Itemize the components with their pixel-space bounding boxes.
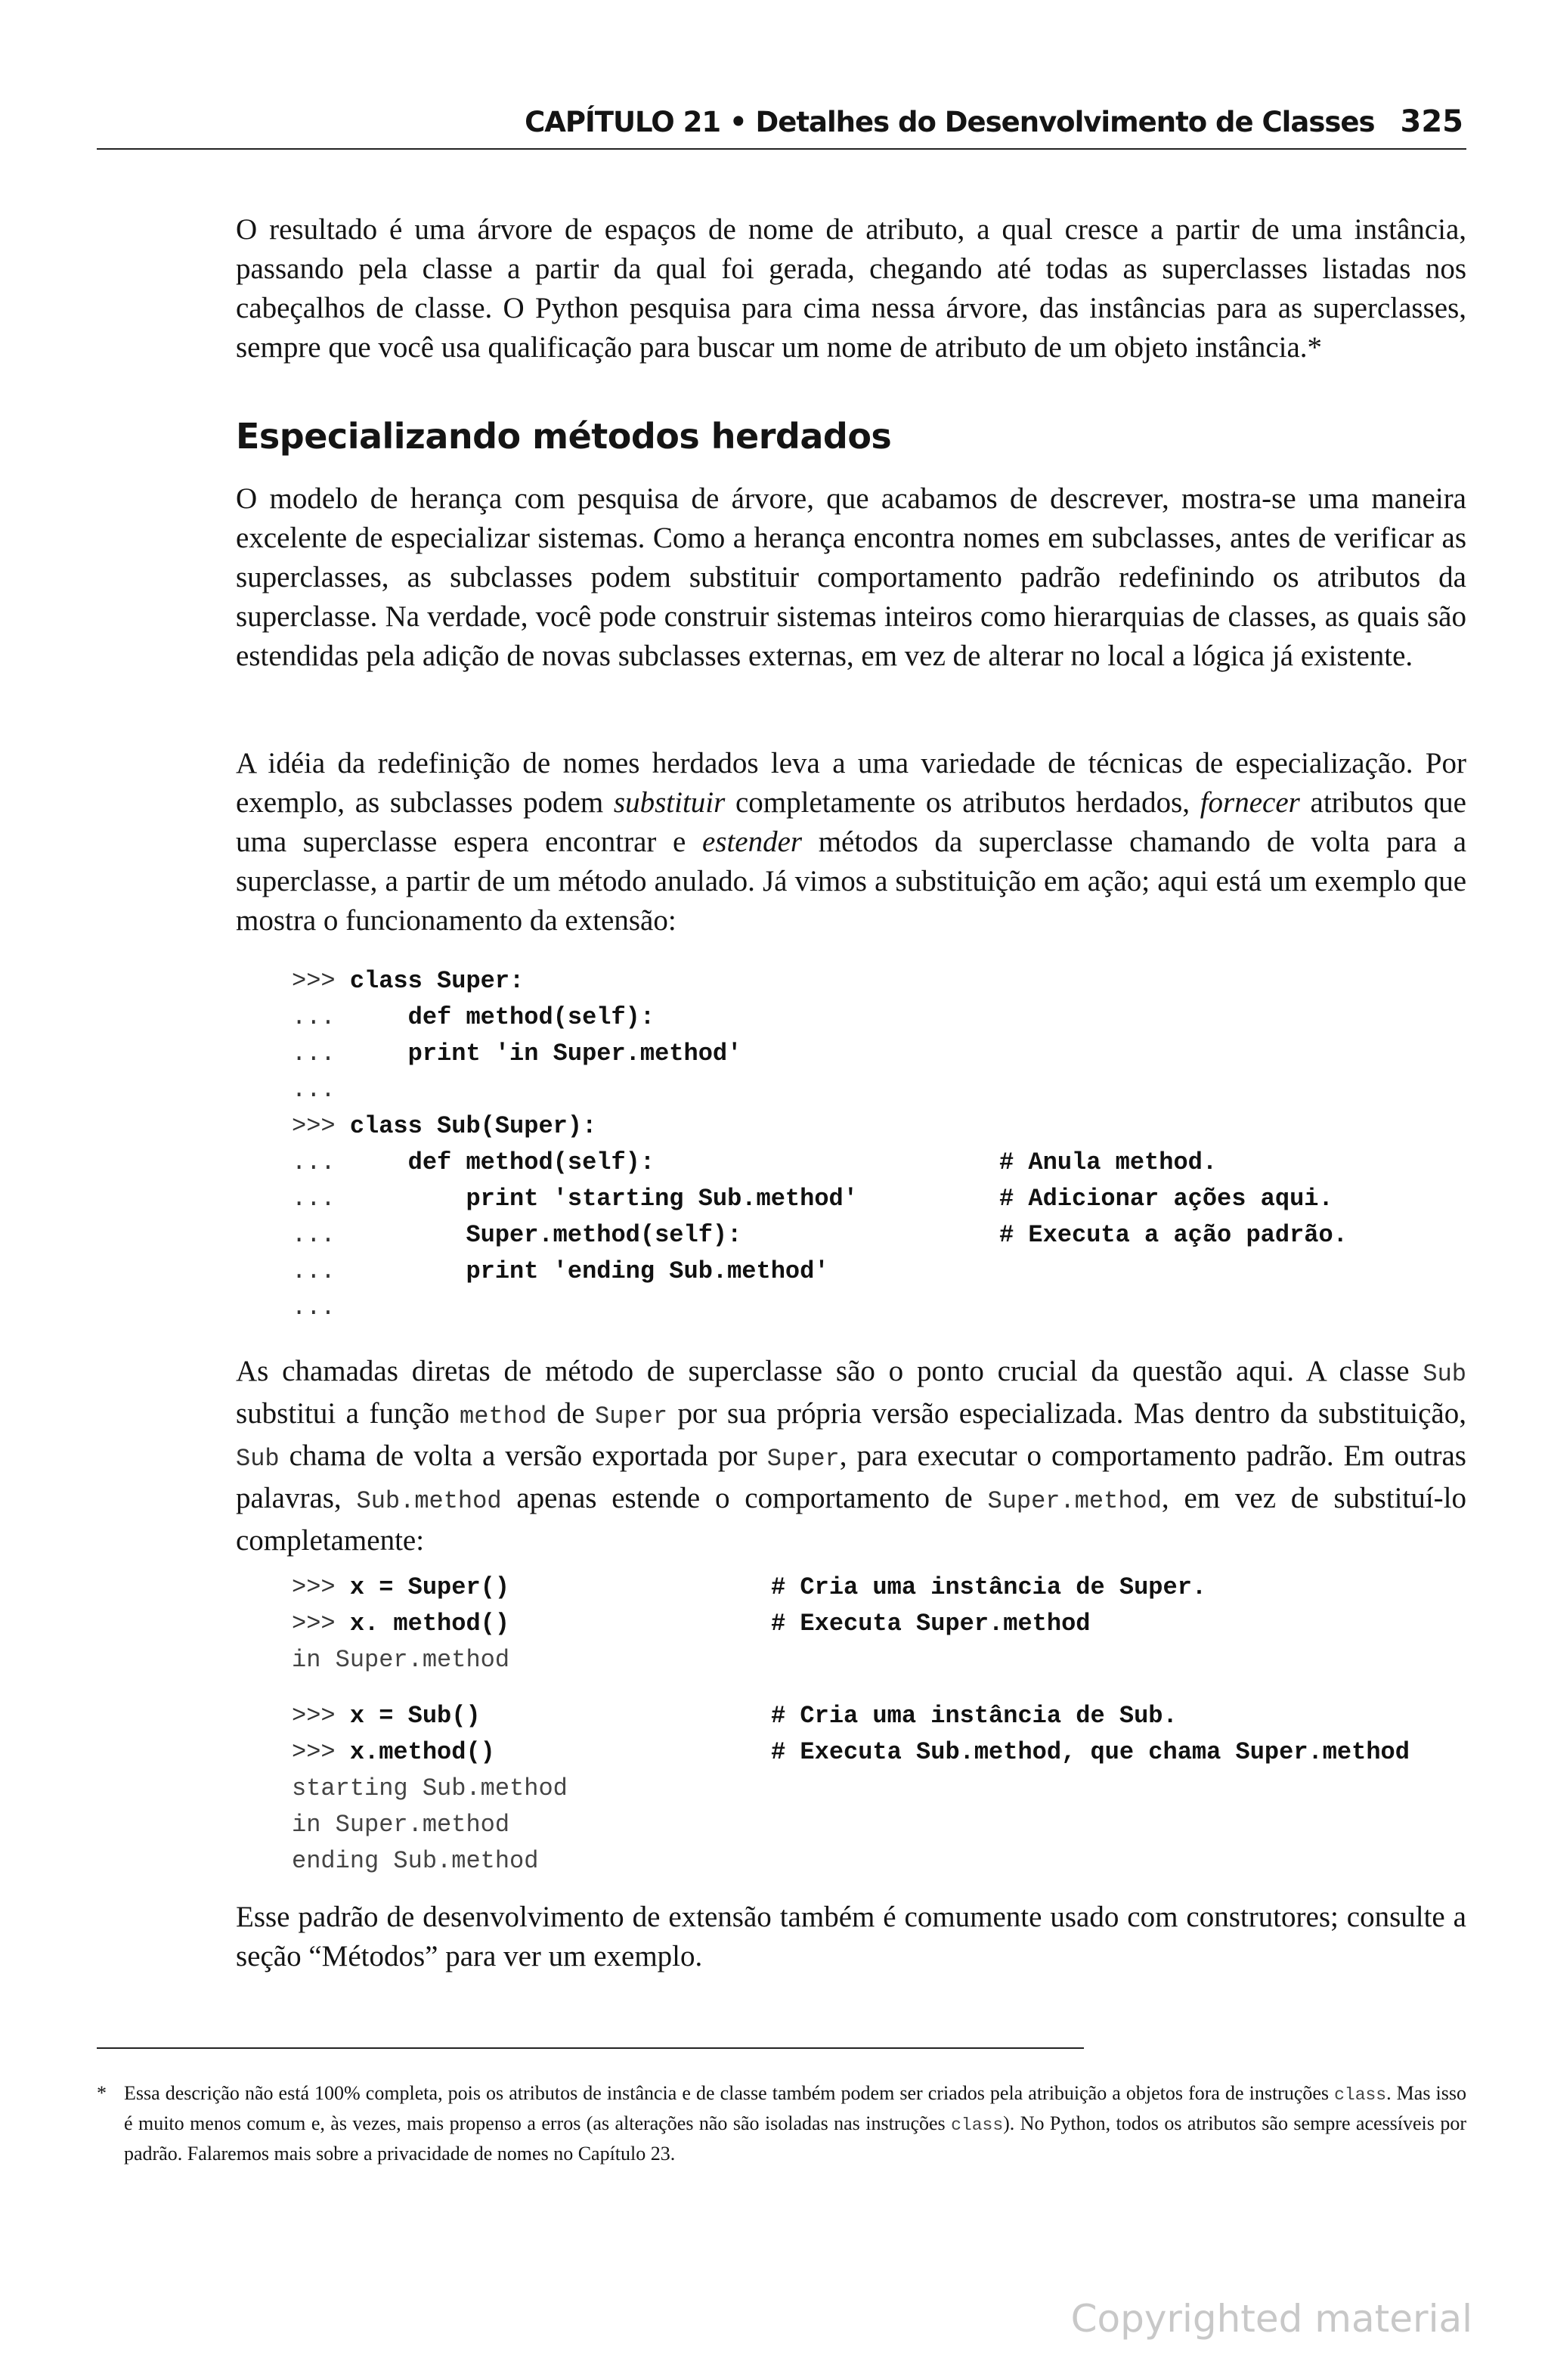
paragraph-redefinicao: A idéia da redefinição de nomes herdados leva a uma variedade de técnicas de especialização. Por exemplo, as subclasses podem substituir completamente os atributos herdados, fornecer atributos que uma superclasse espera encontrar e estender métodos da superclasse chamando de volta para a superclasse, a partir de um método anulado. Já vimos a substituição em ação; aqui está um exemplo que mostra o funcionamento da extensão: — [236, 747, 1466, 937]
inline-code-super: Super — [595, 1402, 668, 1430]
intro-paragraph: O resultado é uma árvore de espaços de nome de atributo, a qual cresce a partir de uma instância, passando pela classe a partir da qual foi gerada, chegando até todas as superclasses listadas nos cabeçalhos de classe. O Python pesquisa para cima nessa árvore, das instâncias para as superclasses, sempre que você usa qualificação para buscar um nome de atributo de um objeto instância.* — [236, 213, 1466, 364]
code-prompt: ... — [292, 1148, 408, 1176]
code-prompt: ... — [292, 1221, 466, 1249]
code-prompt: >>> — [292, 1738, 350, 1766]
code-line — [292, 1771, 1466, 1807]
code-text: x. method() — [349, 1610, 510, 1638]
code-line — [292, 1217, 1466, 1254]
code-comment: # Executa Super.method — [771, 1610, 1091, 1638]
paragraph-chamadas-diretas: As chamadas diretas de método de superclasse são o ponto crucial da questão aqui. A classe Sub substitui a função method de Super por sua própria versão especializada. Mas dentro da substituição, Sub chama de volta a versão exportada por Super, para executar o comportamento padrão. Em outras palavras, Sub.method apenas estende o comportamento de Super.method, em vez de substituí-lo completamente: — [236, 1355, 1466, 1557]
inline-code-sub-method: Sub.method — [356, 1487, 502, 1515]
inline-code-class: class — [951, 2115, 1004, 2135]
inline-code-super: Super — [766, 1445, 840, 1473]
code-comment: # Cria uma instância de Super. — [771, 1573, 1207, 1601]
code-output: ending Sub.method — [292, 1847, 539, 1875]
header-text — [525, 104, 1463, 139]
code-prompt: ... — [292, 1185, 466, 1213]
code-text: Super.method(self): — [466, 1221, 742, 1249]
code-line — [292, 1072, 1466, 1108]
code-prompt: >>> — [292, 967, 350, 995]
inline-code-super-method: Super.method — [987, 1487, 1162, 1515]
code-output: starting Sub.method — [292, 1774, 568, 1802]
inline-code-sub: Sub — [236, 1445, 280, 1473]
paragraph-heranca: O modelo de herança com pesquisa de árvore, que acabamos de descrever, mostra-se uma maneira excelente de especializar sistemas. Como a herança encontra nomes em subclasses, antes de verificar as superclasses, as subclasses podem substituir comportamento padrão redefinindo os atributos da superclasse. Na verdade, você pode construir sistemas inteiros como hierarquias de classes, as quais são estendidas pela adição de novas subclasses externas, em vez de alterar no local a lógica já existente. — [236, 482, 1466, 672]
code-line — [292, 1734, 1466, 1771]
code-line — [292, 1036, 1466, 1072]
code-comment: # Executa a ação padrão. — [999, 1221, 1348, 1249]
inline-code-sub: Sub — [1423, 1360, 1466, 1388]
code-line — [292, 1254, 1466, 1290]
emphasis-substituir: substituir — [613, 786, 726, 819]
code-prompt: ... — [292, 1294, 336, 1322]
code-line — [292, 1145, 1466, 1181]
code-line — [292, 1678, 1466, 1698]
code-block-instances — [292, 1570, 1466, 1880]
footnote: * Essa descrição não está 100% completa, pois os atributos de instância e de classe também podem ser criados pela atribuição a objetos fora de instruções class. Mas isso é muito menos comum e, às vezes, mais propenso a erros (as alterações não são isoladas nas instruções class). No Python, todos os atributos são sempre acessíveis por padrão. Falaremos mais sobre a privacidade de nomes no Capítulo 23. — [124, 2079, 1466, 2168]
code-prompt: >>> — [292, 1573, 350, 1601]
copyright-watermark: Copyrighted material — [1070, 2297, 1472, 2341]
code-prompt: >>> — [292, 1702, 350, 1730]
code-line — [292, 1181, 1466, 1217]
code-prompt: ... — [292, 1040, 408, 1068]
emphasis-fornecer: fornecer — [1200, 786, 1300, 819]
code-text: class Sub(Super): — [349, 1112, 597, 1140]
inline-code-method: method — [460, 1402, 547, 1430]
code-comment: # Anula method. — [999, 1148, 1218, 1176]
header-rule — [97, 148, 1466, 150]
code-prompt: >>> — [292, 1112, 350, 1140]
code-line — [292, 1606, 1466, 1642]
footnote-rule — [97, 2047, 1084, 2049]
code-text: print 'starting Sub.method' — [466, 1185, 858, 1213]
code-text: print 'ending Sub.method' — [466, 1257, 829, 1285]
code-prompt: ... — [292, 1003, 408, 1031]
code-comment: # Adicionar ações aqui. — [999, 1185, 1333, 1213]
code-text: class Super: — [349, 967, 525, 995]
code-line — [292, 1807, 1466, 1843]
emphasis-estender: estender — [701, 826, 803, 858]
code-output: in Super.method — [292, 1646, 510, 1674]
code-line — [292, 963, 1466, 999]
code-text: def method(self): — [407, 1148, 655, 1176]
code-line — [292, 1290, 1466, 1326]
page-number: 325 — [1400, 104, 1463, 139]
code-text: def method(self): — [407, 1003, 655, 1031]
code-comment: # Cria uma instância de Sub. — [771, 1702, 1178, 1730]
code-output: in Super.method — [292, 1811, 510, 1839]
chapter-title: CAPÍTULO 21 • Detalhes do Desenvolvimento de Classes — [525, 106, 1375, 138]
code-line — [292, 999, 1466, 1036]
code-text: x = Super() — [349, 1573, 510, 1601]
code-text: x = Sub() — [349, 1702, 481, 1730]
footnote-marker: * — [97, 2082, 107, 2104]
paragraph-construtores: Esse padrão de desenvolvimento de extensão também é comumente usado com construtores; consulte a seção “Métodos” para ver um exemplo. — [236, 1901, 1466, 1972]
code-line — [292, 1642, 1466, 1678]
code-prompt: ... — [292, 1076, 336, 1104]
code-prompt: ... — [292, 1257, 466, 1285]
code-text: print 'in Super.method' — [407, 1040, 742, 1068]
code-text: x.method() — [349, 1738, 495, 1766]
code-comment: # Executa Sub.method, que chama Super.method — [771, 1738, 1410, 1766]
running-header — [0, 104, 1463, 151]
inline-code-class: class — [1334, 2085, 1387, 2105]
code-line — [292, 1570, 1466, 1606]
code-block-super-sub — [292, 963, 1466, 1326]
code-prompt: >>> — [292, 1610, 350, 1638]
code-line — [292, 1843, 1466, 1880]
code-line — [292, 1108, 1466, 1145]
section-heading: Especializando métodos herdados — [236, 416, 892, 457]
code-line — [292, 1698, 1466, 1734]
